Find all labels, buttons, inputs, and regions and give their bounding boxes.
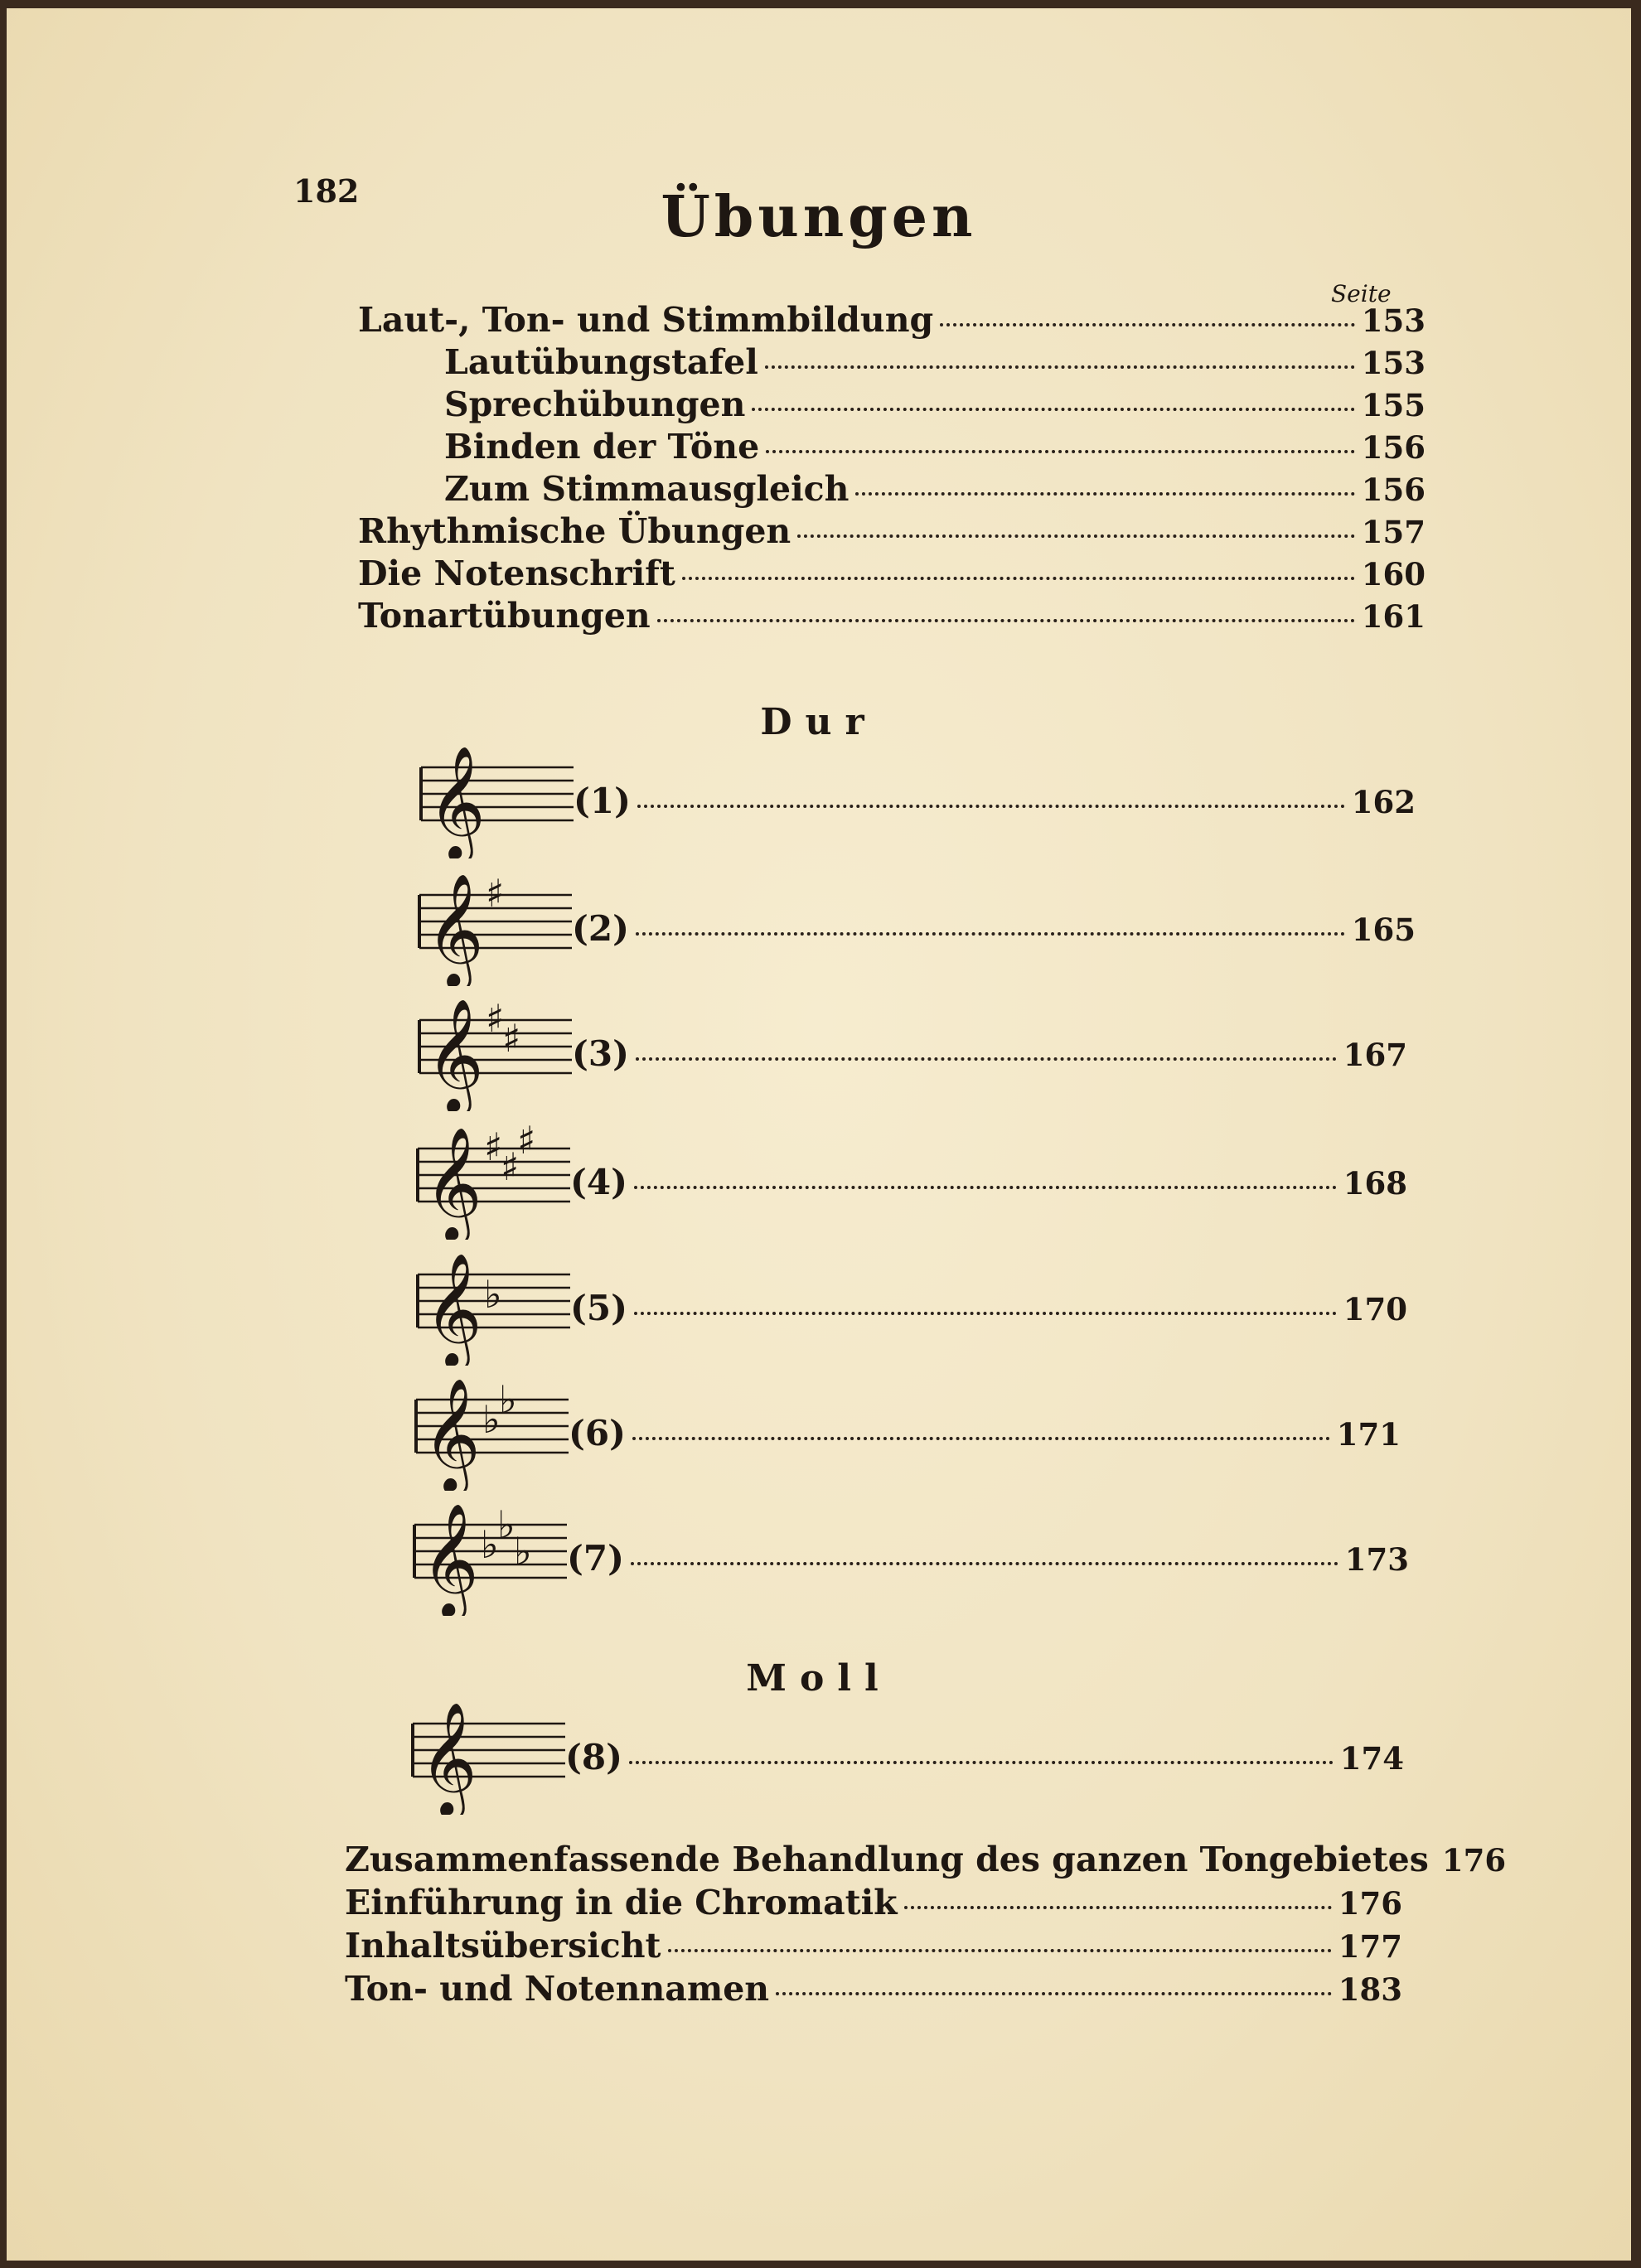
sharp-icon: ♯ bbox=[502, 1016, 521, 1061]
staff-key-signature bbox=[409, 862, 575, 986]
flat-icon: ♭ bbox=[482, 1397, 501, 1442]
staff-key-signature bbox=[404, 1492, 570, 1616]
toc-entry[interactable] bbox=[358, 511, 1426, 553]
dot-leader bbox=[636, 932, 1345, 936]
key-signature-row[interactable] bbox=[409, 987, 1407, 1111]
key-signature-row[interactable] bbox=[408, 1115, 1407, 1240]
section-heading-moll: Moll bbox=[746, 1657, 892, 1700]
toc-entry-label: Zum Stimmausgleich bbox=[444, 469, 850, 509]
toc-entry[interactable] bbox=[345, 1883, 1402, 1924]
treble-clef-icon: 𝄞 bbox=[426, 997, 484, 1111]
dot-leader bbox=[752, 408, 1354, 411]
dot-leader bbox=[904, 1906, 1332, 1909]
sharp-icon: ♯ bbox=[501, 1144, 520, 1189]
key-number: (3) bbox=[572, 1033, 629, 1074]
toc-entry[interactable] bbox=[444, 342, 1426, 384]
key-page: 173 bbox=[1344, 1541, 1409, 1578]
toc-entry-label: Rhythmische Übungen bbox=[358, 511, 791, 551]
key-page: 167 bbox=[1343, 1037, 1407, 1073]
toc-entry[interactable] bbox=[444, 384, 1426, 426]
flat-icon: ♭ bbox=[484, 1272, 502, 1317]
staff-key-signature bbox=[411, 734, 577, 858]
dot-leader bbox=[631, 1562, 1338, 1565]
page-number: 182 bbox=[293, 172, 360, 210]
toc-entry-label: Lautübungstafel bbox=[444, 342, 758, 382]
dot-leader bbox=[776, 1992, 1332, 1995]
toc-entry[interactable] bbox=[345, 1926, 1402, 1967]
key-number: (6) bbox=[569, 1413, 626, 1453]
treble-clef-icon: 𝄞 bbox=[421, 1502, 479, 1616]
staff-key-signature bbox=[403, 1690, 569, 1815]
toc-entry-page: 153 bbox=[1361, 345, 1426, 381]
key-signature-row[interactable] bbox=[409, 862, 1416, 986]
treble-clef-icon: 𝄞 bbox=[423, 1376, 481, 1491]
toc-entry[interactable] bbox=[358, 596, 1426, 637]
toc-entry-label: Ton- und Notennamen bbox=[345, 1969, 770, 2009]
dot-leader bbox=[797, 534, 1355, 538]
key-page: 162 bbox=[1351, 784, 1416, 820]
key-number: (1) bbox=[574, 781, 631, 821]
key-page: 170 bbox=[1343, 1291, 1407, 1327]
key-signature-row[interactable] bbox=[408, 1241, 1407, 1366]
key-number: (7) bbox=[567, 1538, 624, 1579]
flat-icon: ♭ bbox=[499, 1377, 517, 1422]
toc-entry[interactable] bbox=[358, 300, 1426, 341]
key-number: (8) bbox=[565, 1737, 622, 1777]
toc-entry-page: 176 bbox=[1441, 1842, 1507, 1879]
treble-clef-icon: 𝄞 bbox=[424, 1251, 482, 1366]
staff-key-signature bbox=[406, 1366, 572, 1491]
toc-entry-label: Sprechübungen bbox=[444, 384, 746, 424]
toc-entry-page: 160 bbox=[1361, 556, 1426, 592]
page-column-header: Seite bbox=[1331, 280, 1392, 307]
toc-entry[interactable] bbox=[345, 1840, 1507, 1881]
dot-leader bbox=[682, 577, 1355, 580]
toc-entry-page: 156 bbox=[1361, 471, 1426, 508]
key-number: (2) bbox=[572, 908, 629, 949]
toc-entry-page: 153 bbox=[1361, 302, 1426, 339]
treble-clef-icon: 𝄞 bbox=[419, 1700, 477, 1815]
key-signature-row[interactable] bbox=[403, 1690, 1404, 1815]
dot-leader bbox=[632, 1437, 1330, 1440]
sharp-icon: ♯ bbox=[517, 1118, 536, 1163]
key-page: 165 bbox=[1351, 912, 1416, 948]
toc-entry-page: 161 bbox=[1361, 598, 1426, 635]
dot-leader bbox=[636, 1057, 1337, 1061]
staff-key-signature bbox=[409, 987, 575, 1111]
key-signature-row[interactable] bbox=[404, 1492, 1409, 1616]
key-signature-row[interactable] bbox=[406, 1366, 1401, 1491]
toc-entry-label: Zusammenfassende Behandlung des ganzen Tongebietes bbox=[345, 1840, 1429, 1879]
dot-leader bbox=[766, 450, 1355, 453]
key-page: 171 bbox=[1336, 1416, 1401, 1453]
toc-entry-page: 157 bbox=[1361, 514, 1426, 550]
section-heading-dur: Dur bbox=[760, 701, 878, 743]
dot-leader bbox=[637, 805, 1345, 808]
dot-leader bbox=[668, 1949, 1332, 1952]
staff-key-signature bbox=[408, 1115, 574, 1240]
dot-leader bbox=[657, 619, 1355, 622]
key-signature-row[interactable] bbox=[411, 734, 1416, 858]
sharp-icon: ♯ bbox=[486, 871, 505, 916]
toc-entry-page: 183 bbox=[1338, 1971, 1402, 2008]
page-title: Übungen bbox=[661, 184, 977, 250]
toc-entry-label: Einführung in die Chromatik bbox=[345, 1883, 898, 1922]
dot-leader bbox=[940, 323, 1355, 326]
treble-clef-icon: 𝄞 bbox=[426, 872, 484, 986]
toc-entry-label: Binden der Töne bbox=[444, 427, 760, 467]
toc-entry-page: 177 bbox=[1338, 1928, 1402, 1965]
toc-entry-page: 156 bbox=[1361, 429, 1426, 466]
treble-clef-icon: 𝄞 bbox=[428, 744, 486, 858]
flat-icon: ♭ bbox=[497, 1502, 516, 1547]
flat-icon: ♭ bbox=[481, 1522, 499, 1567]
sharp-icon: ♯ bbox=[486, 996, 505, 1041]
key-number: (5) bbox=[570, 1288, 627, 1328]
key-page: 168 bbox=[1343, 1165, 1407, 1202]
dot-leader bbox=[634, 1312, 1337, 1315]
toc-entry-label: Tonartübungen bbox=[358, 596, 651, 636]
key-number: (4) bbox=[570, 1162, 627, 1202]
dot-leader bbox=[765, 365, 1355, 369]
sharp-icon: ♯ bbox=[484, 1124, 503, 1169]
toc-entry[interactable] bbox=[444, 469, 1426, 510]
toc-entry[interactable] bbox=[358, 554, 1426, 595]
dot-leader bbox=[634, 1186, 1337, 1189]
dot-leader bbox=[855, 492, 1354, 496]
toc-entry[interactable] bbox=[345, 1969, 1402, 2010]
toc-entry-page: 155 bbox=[1361, 387, 1426, 423]
book-page bbox=[7, 8, 1631, 2261]
flat-icon: ♭ bbox=[514, 1529, 532, 1574]
toc-entry[interactable] bbox=[444, 427, 1426, 468]
key-page: 174 bbox=[1339, 1740, 1404, 1777]
toc-entry-label: Laut-, Ton- und Stimmbildung bbox=[358, 300, 934, 340]
toc-entry-page: 176 bbox=[1338, 1885, 1402, 1922]
toc-entry-label: Die Notenschrift bbox=[358, 554, 675, 593]
staff-key-signature bbox=[408, 1241, 574, 1366]
treble-clef-icon: 𝄞 bbox=[424, 1125, 482, 1240]
toc-entry-label: Inhaltsübersicht bbox=[345, 1926, 661, 1966]
dot-leader bbox=[629, 1761, 1334, 1764]
